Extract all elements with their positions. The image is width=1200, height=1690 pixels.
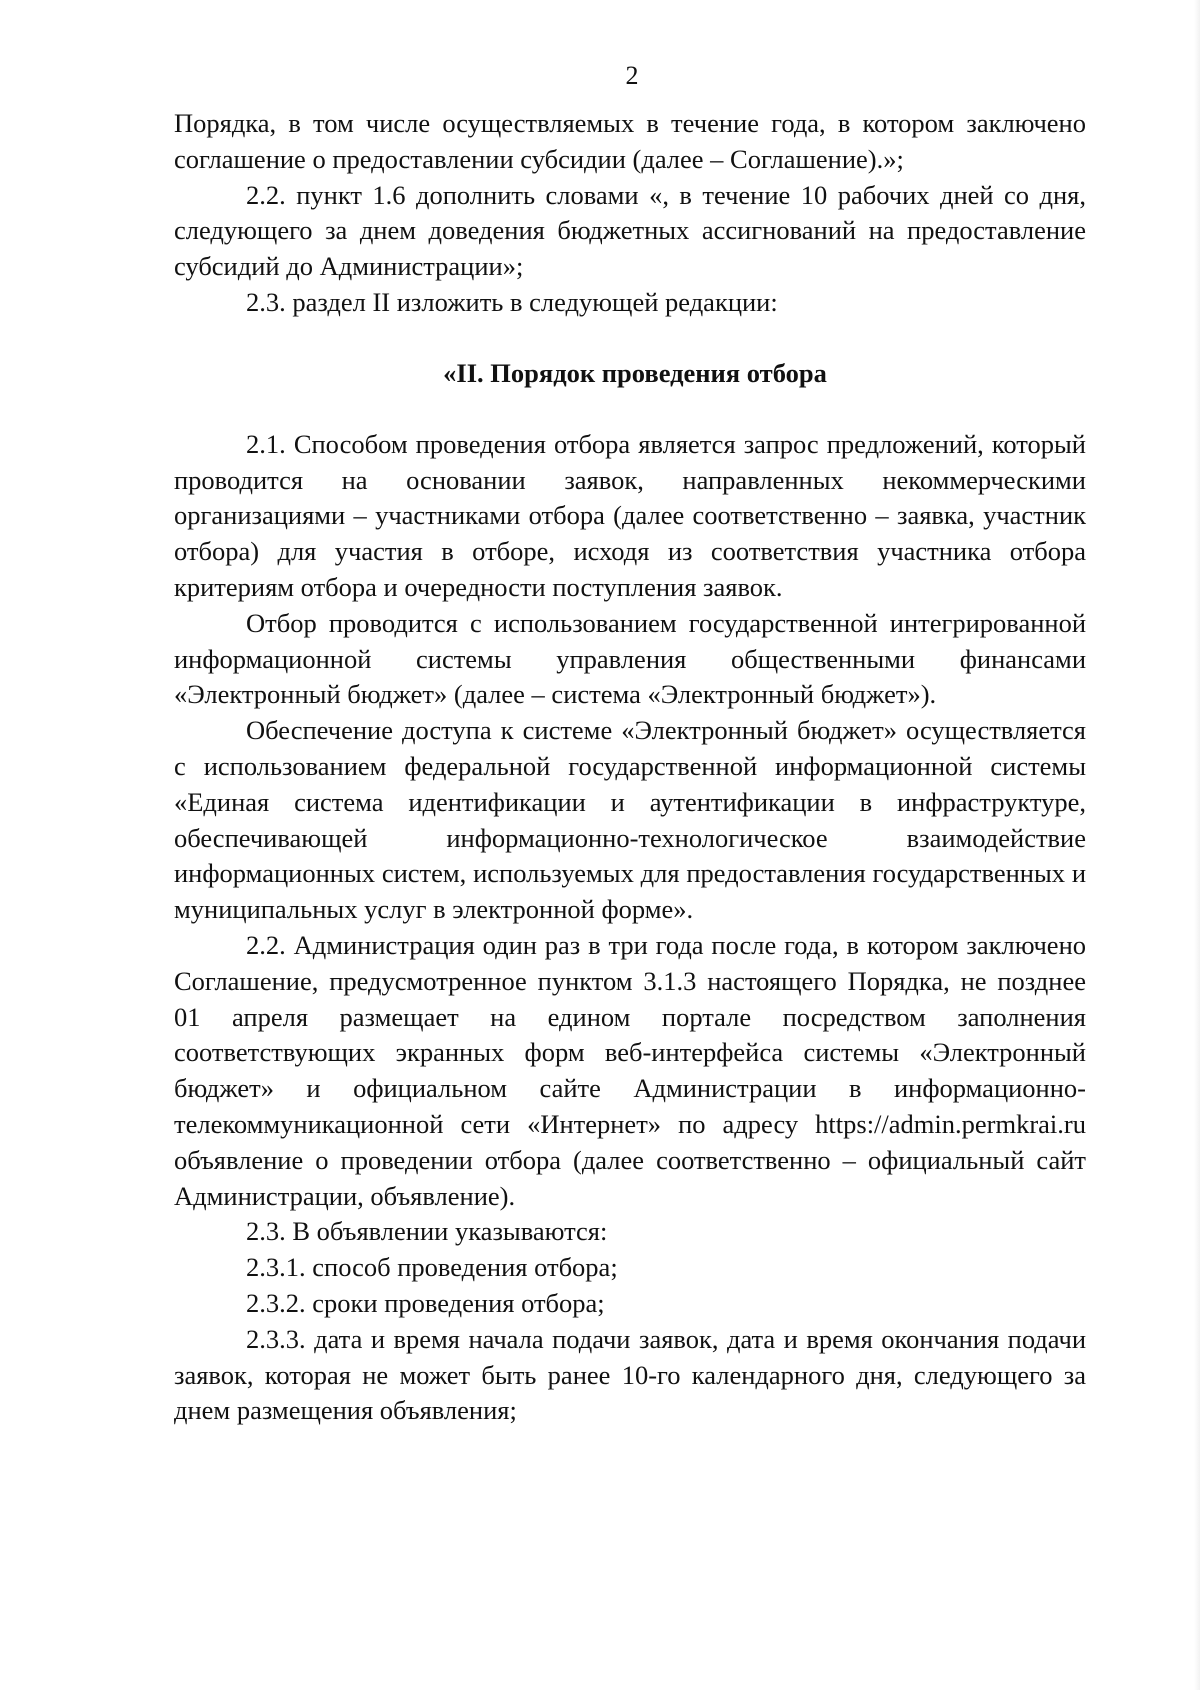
paragraph-amendment-2-2: 2.2. пункт 1.6 дополнить словами «, в течение 10 рабочих дней со дня, следующего за днем доведения бюджетных ассигнований на предоставление субсидий до Администрации»; bbox=[174, 179, 1086, 282]
document-page bbox=[174, 58, 1086, 1429]
paragraph-2-1: 2.1. Способом проведения отбора является запрос предложений, который проводится на основании заявок, направленных некоммерческими организациями – участниками отбора (далее соответственно – заявка, участник отбора) для участия в отборе, исходя из соответствия участника отбора критериям отбора и очередности поступления заявок. bbox=[174, 428, 1086, 602]
paragraph-2-3-2: 2.3.2. сроки проведения отбора; bbox=[246, 1287, 605, 1318]
paragraph-selection-system: Отбор проводится с использованием государственной интегрированной информационной системы управления общественными финансами «Электронный бюджет» (далее – система «Электронный бюджет»). bbox=[174, 607, 1086, 710]
paragraph-2-3-1: 2.3.1. способ проведения отбора; bbox=[246, 1252, 618, 1283]
paragraph-2-2: 2.2. Администрация один раз в три года после года, в котором заключено Соглашение, предусмотренное пунктом 3.1.3 настоящего Порядка, не позднее 01 апреля размещает на едином портале посредством заполнения соответствующих экранных форм веб-интерфейса системы «Электронный бюджет» и официальном сайте Администрации в информационно-телекоммуникационной сети «Интернет» по адресу https://admin.permkrai.ru объявление о проведении отбора (далее соответственно – официальный сайт Администрации, объявление). bbox=[174, 929, 1086, 1211]
page-number: 2 bbox=[625, 61, 639, 90]
section-heading: «II. Порядок проведения отбора bbox=[443, 357, 827, 388]
scan-edge-shadow bbox=[1194, 0, 1200, 1690]
paragraph-access-provision: Обеспечение доступа к системе «Электронный бюджет» осуществляется с использованием федеральной государственной информационной системы «Единая система идентификации и аутентификации в инфраструктуре, обеспечивающей информационно-технологическое взаимодействие информационных систем, используемых для предоставления государственных и муниципальных услуг в электронной форме». bbox=[174, 715, 1086, 925]
paragraph-continuation: Порядка, в том числе осуществляемых в течение года, в котором заключено соглашение о предоставлении субсидии (далее – Соглашение).»; bbox=[174, 108, 1086, 174]
paragraph-amendment-2-3: 2.3. раздел II изложить в следующей редакции: bbox=[246, 286, 778, 317]
paragraph-2-3: 2.3. В объявлении указываются: bbox=[246, 1216, 608, 1247]
paragraph-2-3-3: 2.3.3. дата и время начала подачи заявок, дата и время окончания подачи заявок, которая не может быть ранее 10-го календарного дня, следующего за днем размещения объявления; bbox=[174, 1323, 1086, 1426]
